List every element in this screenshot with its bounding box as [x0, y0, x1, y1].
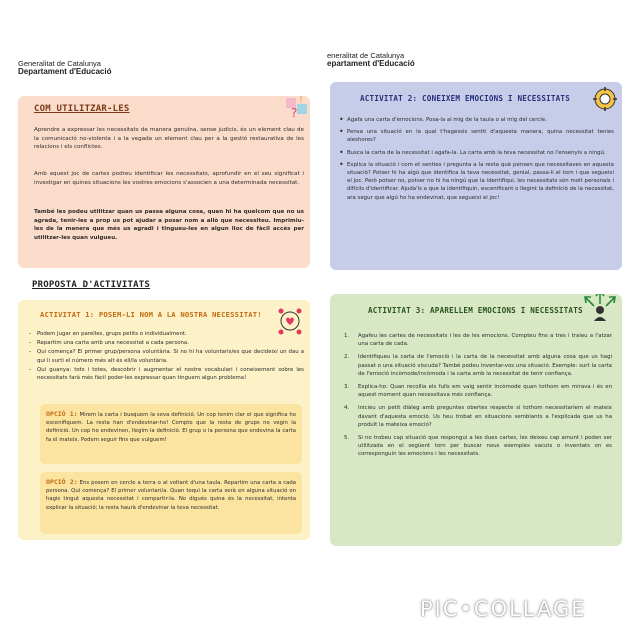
activity2-item: • Explica la situació i com et senties i pregunta a la resta què pensen que necessitaves en aquesta situació? Potser hi ha algú que identifica la teva necessitat, genial, passa-li el torn i que segueixi el joc. Però potser no, potser no hi ha ningú que la identifiqui, les necessitats són molt personals i difícils d'identificar. Ajuda'ls a que la identifiquin, escenificant o llegint la definició de la necessitat, ara segur que algú ho ha endevinat, que segueixi el joc!	[338, 161, 614, 202]
proposal-title: PROPOSTA D'ACTIVITATS	[32, 280, 150, 290]
gear-icon	[592, 86, 618, 112]
activity3-item	[344, 332, 612, 348]
left-header-line1: Generalitat de Catalunya	[18, 59, 101, 68]
activity3-item	[344, 353, 612, 378]
how-to-use-title: COM UTILITZAR-LES	[34, 104, 130, 114]
right-header	[327, 52, 415, 68]
piccollage-watermark: PIC•COLLAGE	[420, 597, 587, 621]
svg-text:!: !	[299, 96, 304, 106]
activity3-item-text: Si no trobeu cap situació que respongui a les dues cartes, les deixeu cap amunt i poden ser utilitzada en el següent torn per buscar nous exemples vacuts o inventats on es corresponguin les emocions i les necessitats.	[358, 435, 612, 458]
activity3-item-text: Explica-ho: Quan recollia els fulls em vaig sentir incòmode quan tothom em mirava i és en aquest moment quan necessitava més confiança.	[358, 384, 612, 399]
activity2-item: • Agafa una carta d'emocions. Posa-la al mig de la taula o al mig del cercle.	[338, 116, 614, 124]
option1-label: OPCIÓ 1:	[46, 410, 78, 418]
activity3-box	[330, 294, 622, 546]
activity3-item-number: 4.	[344, 405, 350, 412]
activity1-item: - Qui guanya: tots i totes, descobrir i augmentar el nostre vocabulari i coneixement sobre les necessitats farà més fàcil poder-les expressar quan tinguem algun problema!	[28, 366, 304, 382]
activity3-item	[344, 383, 612, 399]
activity3-item-number: 1.	[344, 333, 350, 339]
activity2-item: • Pensa una situació en la qual t'hagessis sentit d'aquesta manera, quina necessitat tenies aleshores?	[338, 128, 614, 144]
activity2-item: • Busca la carta de la necessitat i agafa-la. La carta amb la teva necessitat no l'ensenyis a ningú.	[338, 149, 614, 157]
activity2-list	[338, 116, 614, 206]
activity3-item-text: Inicieu un petit diàleg amb preguntes obertes respecte si tothom necessitaríem el mateix davant d'aquesta emoció. Us heu trobat en situacions semblants a l'explicada que us ha produït la mateixa emoció?	[358, 405, 612, 428]
option2-label: OPCIÓ 2:	[46, 478, 78, 486]
how-to-use-p1: Aprendre a expressar les necessitats de manera genuïna, sense judicis, és un element clau de la comunicació no-violenta i a la vegada un element clau per a la gestió restaurativa de les relacions i els conflictes.	[34, 127, 304, 151]
lightbulb-icon	[284, 96, 310, 122]
option2-box	[40, 472, 302, 534]
activity1-title: ACTIVITAT 1: POSEM-LI NOM A LA NOSTRA NECESSITAT!	[40, 310, 262, 319]
activity3-title: ACTIVITAT 3: APARELLEM EMOCIONS I NECESSITATS	[368, 306, 583, 315]
activity3-item-number: 2.	[344, 354, 350, 361]
arrows-person-icon	[582, 294, 618, 322]
option2-text	[46, 478, 296, 512]
activity3-item	[344, 404, 612, 429]
how-to-use-p2: Amb aquest joc de cartes podreu identificar les necessitats, aprofundir en el seu significat i investigar en quines situacions les vostres emocions s'associen a una determinada necessitat.	[34, 171, 304, 186]
option2-body: Ens posem en cercle a terra o al voltant d'una taula. Repartim una carta a cada persona. Qui comença? El primer voluntari/a. Quan toqui la carta serà en alguna situació on hagis tingut aquesta necessitat i compartir-la. No digués quina és la necessitat, intenta explicar la situació; la resta haurà d'endevinar la teva necessitat.	[46, 480, 296, 511]
how-to-use-p3: També les podeu utilitzar quan us passa alguna cosa, quan hi ha quelcom que no us agrada, tenir-les a prop us pot ajudar a posar nom a allò que necessiteu. Imprimiu-les de la manera que més us agradi i tingueu-les en algun lloc de fàcil accés per utilitzar-les quan vulgueu.	[34, 209, 304, 241]
activity3-item	[344, 434, 612, 459]
activity3-item-number: 5.	[344, 435, 350, 442]
svg-text:?: ?	[291, 106, 298, 120]
option1-box	[40, 404, 302, 464]
activity1-item: - Podem jugar en parelles, grups petits o individualment.	[28, 330, 304, 338]
left-header-line2: Departament d'Educació	[18, 66, 112, 76]
right-header-line2: epartament d'Educació	[327, 58, 415, 68]
activity1-item: - Repartim una carta amb una necessitat a cada persona.	[28, 339, 304, 347]
activity3-item-text: Agafeu les cartes de necessitats i les de les emocions. Compteu fins a tres i traieu a l'atzar una carta de cada.	[358, 333, 612, 348]
activity2-title: ACTIVITAT 2: CONEIXEM EMOCIONS I NECESSITATS	[360, 94, 570, 103]
activity2-box	[330, 82, 622, 270]
activity3-item-number: 3.	[344, 384, 350, 391]
activity1-box	[18, 300, 310, 540]
activity1-item: - Qui comença? El primer grup/persona voluntària. Si no hi ha voluntaris/es que decideixi un dau a qui li surti el número més alt és ell/la voluntària.	[28, 348, 304, 364]
right-header-line1: eneralitat de Catalunya	[327, 51, 405, 60]
how-to-use-box	[18, 96, 310, 268]
left-header	[18, 60, 111, 76]
activity3-list	[344, 332, 612, 464]
option1-text	[46, 410, 296, 444]
activity1-list	[28, 330, 304, 383]
activity3-item-text: Identifiqueu la carta de l'emoció i la carta de la necessitat amb alguna cosa que us hagi passat o una situació viscuda? També podeu inventar-vos una situació. Exemple: surt la carta de l'emoció incòmode/incòmoda i la carta amb la necessitat de tenir confiança.	[358, 354, 612, 377]
option1-body: Mirem la carta i busquem la seva definició. Un cop tenim clar el que significa ho escenifiquem. La resta han d'endevinar-ho! Compte que la resta de grups no vegin la definició. Un cop ho endevinen, llegim la definició. El grup o la persona que endevina la carta fa el mateix. Podem seguir fins que vulguem!	[46, 412, 296, 443]
